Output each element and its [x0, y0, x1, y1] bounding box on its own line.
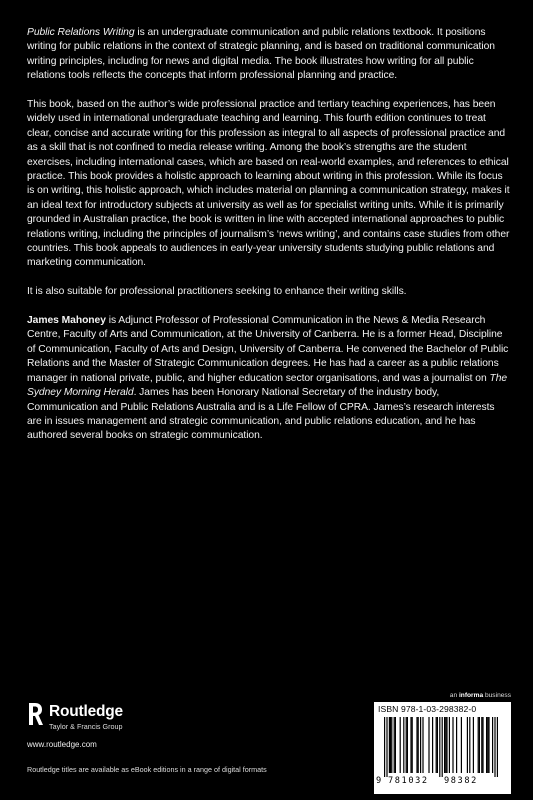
- barcode-bar: [494, 717, 495, 777]
- barcode-bar: [486, 717, 487, 773]
- publisher-name: Routledge: [49, 703, 123, 720]
- barcode-digit-group-1: 781032: [388, 776, 429, 786]
- barcode-bar: [497, 717, 498, 777]
- barcode-bar: [394, 717, 395, 773]
- barcode-bar: [469, 717, 470, 773]
- barcode-bar: [384, 717, 385, 777]
- barcode-bar: [479, 717, 480, 773]
- barcode-bar: [482, 717, 483, 773]
- barcode-bar: [452, 717, 453, 773]
- barcode: [384, 717, 502, 777]
- barcode-bar: [400, 717, 401, 773]
- barcode-digit-lead: 9: [376, 776, 382, 786]
- barcode-bar: [437, 717, 438, 773]
- informa-tagline: an informa business: [449, 692, 511, 699]
- barcode-bar: [420, 717, 421, 773]
- newspaper-title: The Sydney Morning Herald: [27, 372, 508, 399]
- author-bio-text-1: is Adjunct Professor of Professional Communication in the News & Media Research Centre, Faculty of Arts and Communication, at the University of Canberra. He is a former Head, Discipline of Communication, Faculty of Arts and Design, University of Canberra. He convened the Bachelor of Public Relations and the Master of Strategic Communication degrees. He has had a career as a public relations manager in national private, public, and higher education sector organisations, and was a journalist on: [27, 315, 509, 384]
- barcode-bar: [422, 717, 423, 773]
- barcode-bar: [487, 717, 488, 773]
- barcode-bar: [481, 717, 482, 773]
- barcode-bar: [492, 717, 493, 773]
- barcode-bar: [473, 717, 474, 773]
- barcode-bar: [449, 717, 450, 773]
- barcode-bar: [410, 717, 411, 773]
- description-paragraph-2: This book, based on the author’s wide professional practice and tertiary teaching experiences, has been widely used in international undergraduate teaching and learning. This fourth edition continues to treat clear, concise and accurate writing for this profession as integral to all aspects of professional practice and as a skill that is not confined to media release writing. Among the book’s strengths are the student exercises, including international cases, which are based on real-world examples, and references to ethical practice. This book provides a holistic approach to learning about writing in this profession. While its focus is on writing, this holistic approach, which includes material on planning a communication strategy, makes it an ideal text for introductory subjects at university as well as for specialist writing units. While it is primarily grounded in Australian practice, the book is written in line with accepted international approaches to public relations writing, including the principles of journalism’s ‘news writing’, and contains case studies from other countries. This book appeals to audiences in early-year university students studying public relations and marketing communication.: [27, 99, 510, 269]
- ebook-note: Routledge titles are available as eBook editions in a range of digital formats: [27, 765, 267, 774]
- barcode-bar: [444, 717, 445, 773]
- barcode-bar: [442, 717, 443, 777]
- barcode-bar: [461, 717, 462, 773]
- author-bio: [27, 314, 511, 444]
- barcode-bar: [456, 717, 457, 773]
- barcode-bar: [389, 717, 390, 773]
- barcode-bar: [478, 717, 479, 773]
- author-name: James Mahoney: [27, 315, 106, 327]
- barcode-bar: [436, 717, 437, 773]
- barcode-bar: [391, 717, 392, 773]
- barcode-bar: [386, 717, 387, 777]
- barcode-bar: [412, 717, 413, 773]
- barcode-bar: [390, 717, 391, 773]
- barcode-bar: [416, 717, 417, 773]
- barcode-bar: [439, 717, 440, 777]
- barcode-bar: [395, 717, 396, 773]
- informa-brand: informa: [458, 692, 484, 699]
- isbn-label: ISBN 978-1-03-298382-0: [378, 704, 477, 714]
- barcode-bar: [467, 717, 468, 773]
- back-cover-text: [27, 26, 511, 458]
- description-paragraph-1: [27, 26, 511, 84]
- barcode-digit-group-2: 98382: [444, 776, 478, 786]
- barcode-bar: [432, 717, 433, 773]
- barcode-bar: [428, 717, 429, 773]
- barcode-bar: [445, 717, 446, 773]
- book-title: Public Relations Writing: [27, 27, 135, 38]
- routledge-logo-icon: [27, 702, 43, 726]
- publisher-website[interactable]: www.routledge.com: [27, 740, 97, 749]
- barcode-bar: [488, 717, 489, 773]
- barcode-bar: [418, 717, 419, 773]
- barcode-bar: [406, 717, 407, 773]
- barcode-bar: [407, 717, 408, 773]
- author-bio-text-2: . James has been Honorary National Secretary of the industry body, Communication and Public Relations Australia and is a Life Fellow of CPRA. James’s research interests are in issues management and strategic communication, and public relations education, and he has authored several books on strategic communication.: [27, 387, 495, 442]
- publisher-group: Taylor & Francis Group: [49, 722, 123, 731]
- barcode-box: [374, 702, 511, 794]
- description-text-1: is an undergraduate communication and public relations textbook. It positions writing for public relations in the context of strategic planning, and is based on traditional communication writing principles, including for news and digital media. The book illustrates how writing for all public relations tools reflects the concepts that inform professional planning and practice.: [27, 27, 495, 82]
- barcode-bar: [403, 717, 404, 773]
- barcode-bar: [446, 717, 447, 773]
- description-paragraph-3: It is also suitable for professional practitioners seeking to enhance their writing skills.: [27, 286, 407, 298]
